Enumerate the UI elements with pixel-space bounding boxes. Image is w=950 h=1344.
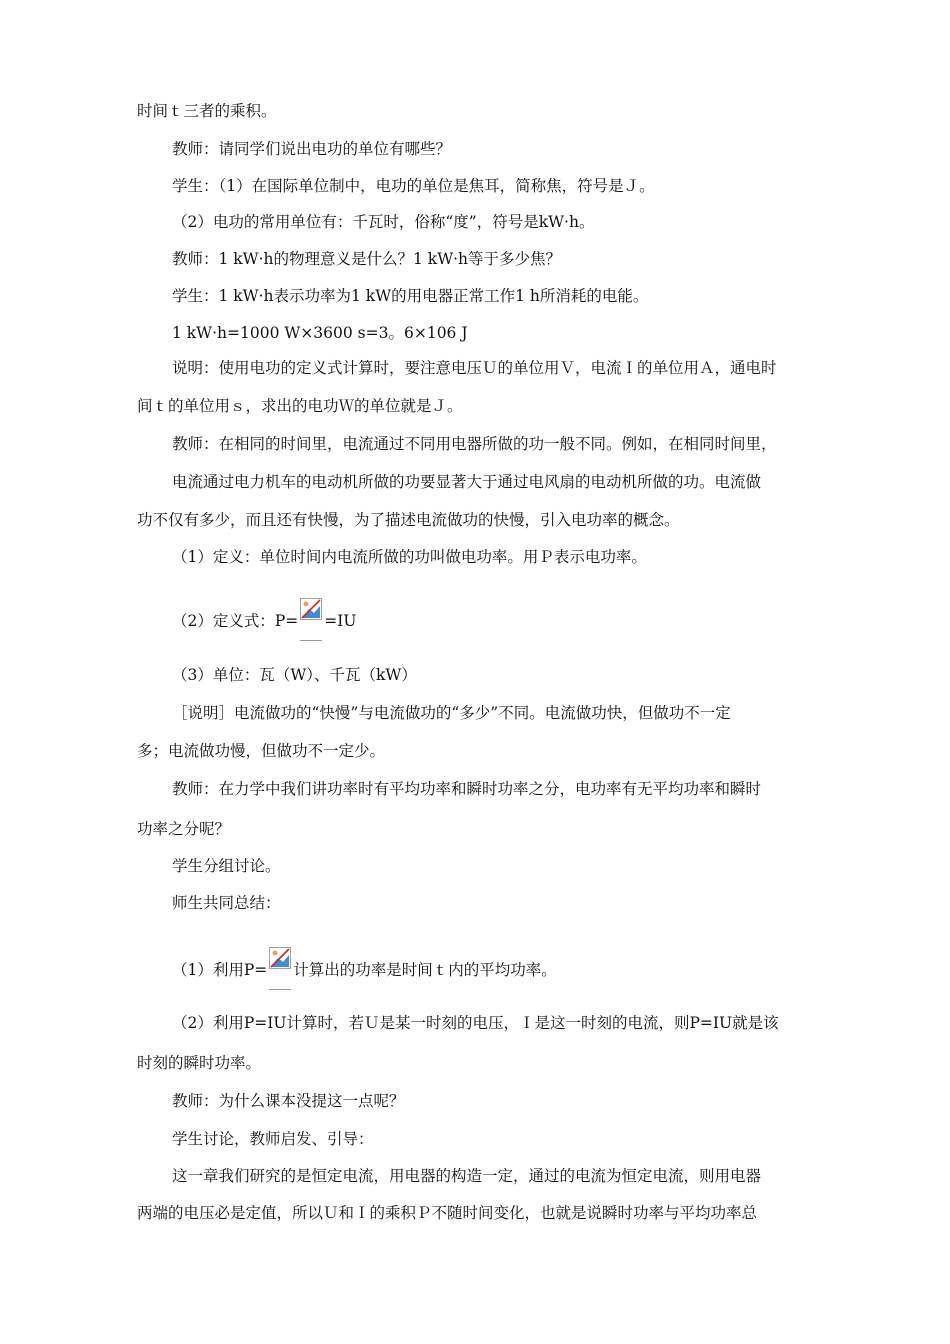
text-line: 教师：在相同的时间里，电流通过不同用电器所做的功一般不同。例如，在相同时间里， <box>172 435 777 453</box>
text-line: 教师：1 kW·h的物理意义是什么？1 kW·h等于多少焦？ <box>172 250 562 268</box>
text-line: 说明：使用电功的定义式计算时，要注意电压Ｕ的单位用Ｖ，电流Ｉ的单位用Ａ，通电时 <box>172 359 777 377</box>
formula-average-suffix: 计算出的功率是时间ｔ内的平均功率。 <box>293 960 557 979</box>
text-line: 教师：请同学们说出电功的单位有哪些？ <box>172 140 452 158</box>
text-line: 1 kW·h=1000 W×3600 s=3。6×106 J <box>172 324 468 342</box>
text-line: 间ｔ的单位用ｓ，求出的电功Ｗ的单位就是Ｊ。 <box>137 397 463 415</box>
text-line: 功不仅有多少，而且还有快慢，为了描述电流做功的快慢，引入电功率的概念。 <box>137 511 680 529</box>
formula-average-line <box>172 949 557 990</box>
text-line: 教师：为什么课本没提这一点呢？ <box>172 1092 405 1110</box>
text-line: 学生：1 kW·h表示功率为1 kW的用电器正常工作1 h所消耗的电能。 <box>172 287 649 305</box>
formula-definition-suffix: =IU <box>324 611 357 630</box>
text-line: 师生共同总结： <box>172 894 281 912</box>
text-line: 这一章我们研究的是恒定电流，用电器的构造一定，通过的电流为恒定电流，则用电器 <box>172 1167 762 1185</box>
text-line: 功率之分呢？ <box>137 820 231 838</box>
text-line: （1）定义：单位时间内电流所做的功叫做电功率。用Ｐ表示电功率。 <box>172 548 647 566</box>
text-line: 时刻的瞬时功率。 <box>137 1054 262 1072</box>
formula-definition-line <box>172 600 356 641</box>
text-line: 学生分组讨论。 <box>172 857 281 875</box>
text-line: 电流通过电力机车的电动机所做的功要显著大于通过电风扇的电动机所做的功。电流做 <box>172 473 762 491</box>
text-line: 学生讨论，教师启发、引导： <box>172 1130 374 1148</box>
text-line: （3）单位：瓦（W）、千瓦（kW） <box>172 666 417 684</box>
fraction-image-icon <box>300 600 322 641</box>
text-line: （2）电功的常用单位有：千瓦时，俗称“度”，符号是kW·h。 <box>172 213 595 231</box>
text-line: ［说明］电流做功的“快慢”与电流做功的“多少”不同。电流做功快，但做功不一定 <box>172 704 731 722</box>
text-line: 学生：（1）在国际单位制中，电功的单位是焦耳，简称焦，符号是Ｊ。 <box>172 177 655 195</box>
text-line: （2）利用P=IU计算时，若Ｕ是某一时刻的电压，Ｉ是这一时刻的电流，则P=IU就是该 <box>172 1014 779 1032</box>
text-line: 时间ｔ三者的乘积。 <box>137 102 277 120</box>
fraction-image-icon <box>269 949 291 990</box>
formula-average-prefix: （1）利用P= <box>172 960 268 979</box>
formula-definition-prefix: （2）定义式：P= <box>172 611 299 630</box>
text-line: 两端的电压必是定值，所以Ｕ和Ｉ的乘积Ｐ不随时间变化，也就是说瞬时功率与平均功率总 <box>137 1204 758 1222</box>
text-line: 多；电流做功慢，但做功不一定少。 <box>137 742 386 760</box>
text-line: 教师：在力学中我们讲功率时有平均功率和瞬时功率之分，电功率有无平均功率和瞬时 <box>172 780 762 798</box>
